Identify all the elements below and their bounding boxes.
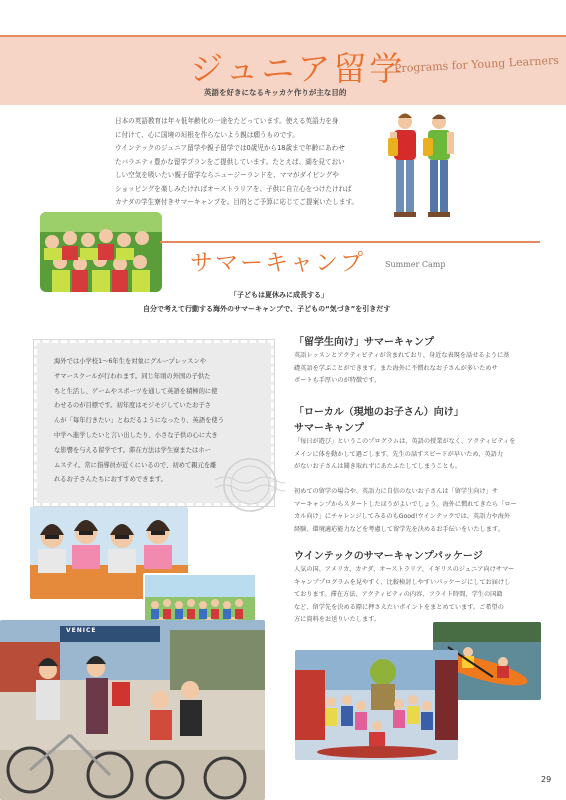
intro-line: 日本の英語教育は年々低年齢化の一途をたどっています。使える英語力を身 (115, 117, 339, 125)
intro-line: ウインテックのジュニア留学や親子留学では0歳児から18歳まで年齢にあわせ (115, 144, 345, 152)
body-line: 礎英語を学ぶことができます。また海外に不慣れなお子さんが多いためサ (294, 364, 498, 372)
intro-text (115, 115, 375, 210)
body-line: など、留学先を決める際に押さえたいポイントをまとめています。ご希望の (294, 603, 504, 611)
stamp-line: 海外では小学校1～6年生を対象にグループレッスンや (54, 358, 207, 365)
campers-photo (40, 212, 162, 292)
stamp-line: サマースクールが行われます。同じ年頃の外国の子供た (54, 372, 211, 380)
stamp-text (54, 355, 250, 488)
stamp-line: んが「毎年行きたい」とねだるようになったり、英語を使う (54, 417, 225, 425)
summer-subtagline: 自分で考えて行動する海外のサマーキャンプで、子どもの“気づき”を引きだす (143, 305, 391, 313)
shrek-photo (295, 650, 458, 760)
body-line: ポートも手厚いのが特徴です。 (294, 377, 381, 384)
summer-title: サマーキャンプ (190, 250, 365, 276)
body-line: 初めての留学の場合や、英語力に自信のないお子さんは「留学生向け」サ (294, 488, 499, 495)
stamp-line: わせるのが目標です。初年度はモジモジしていたお子さ (54, 402, 211, 410)
body-line: メインに体を動かして過ごします。先生の話すスピードが早いため、英語力 (294, 450, 504, 458)
intro-line: ショッピングを楽しみたければオーストラリアを、子供に自立心をつけたければ (115, 184, 352, 193)
section-body-international (294, 350, 538, 388)
body-line: がないお子さんは聞き取れずにあたふたしてしまうことも。 (294, 463, 462, 470)
section-heading-package: ウインテックのサマーキャンプパッケージ (294, 551, 483, 562)
intro-line: カナダの学生寮付きサマーキャンプを。目的とご予算に応じてご提案いたします。 (115, 198, 359, 206)
section-heading-local-2: サマーキャンプ (294, 423, 364, 434)
section-heading-international: 「留学生向け」サマーキャンプ (294, 337, 434, 348)
page-number: 29 (541, 775, 552, 784)
intro-line: しい空気を吸いたい親子留学ならニュージーランドを、ママがダイビングや (115, 171, 339, 179)
body-line: 「毎日が遊び」というこのプログラムは、英語の授業がなく、アクティビティを (294, 438, 516, 445)
page-title-en: Programs for Young Learners (393, 53, 560, 76)
summer-title-en: Summer Camp (385, 260, 446, 269)
body-line: 経験、環境適応能力などを考慮して留学先を決めるお手伝いをいたします。 (294, 525, 504, 533)
intro-line: たバラエティ豊かな留学プランをご提供しています。たとえば、湖を見ておい (115, 157, 345, 166)
body-line: 方に資料をお送りいたします。 (294, 616, 381, 623)
stamp-line: ちと生活し、ゲームやスポーツを通して英語を積極的に使 (54, 387, 218, 395)
stamp-line: な影響を与える留学です。滞在方法は学生寮またはホー (54, 446, 211, 454)
section-body-local-2 (294, 486, 538, 536)
body-line: ております。滞在方法、アクティビティの内容、フライト時間、学生の国籍 (294, 591, 503, 598)
stamp-line: 中学へ進学したいと言い出したり、小さな子供の心に大き (54, 431, 218, 439)
body-line: 英語レッスンとアクティビティが含まれており、身近な表現を話せるように基 (294, 352, 510, 359)
body-line: マーキャンプからスタートしたほうがよいでしょう。海外に慣れてきたら「ロー (294, 500, 517, 508)
body-line: カル向け」にチャレンジしてみるのもGood!ウインテックでは、英語力や海外 (294, 513, 511, 520)
body-line: 人気の国、アメリカ、カナダ、オーストラリア、イギリスのジュニア向けサマー (294, 566, 515, 573)
summer-rule (160, 241, 540, 243)
header-tagline: 英語を好きになるキッカケ作りが主な目的 (204, 88, 347, 97)
section-heading-local: 「ローカル（現地のお子さん）向け」 (294, 407, 464, 418)
page-title: ジュニア留学 (190, 49, 406, 88)
kids-photo (383, 108, 465, 233)
stamp-line: れるお子さんたちにおすすめできます。 (54, 476, 167, 484)
intro-line: に付けて、心に国境の垣根を作らないよう親は願うものです。 (115, 130, 299, 139)
section-body-local (294, 436, 538, 474)
bikes-photo (0, 620, 265, 800)
header-rule (0, 35, 566, 37)
store-sign: VENICE (66, 627, 97, 634)
body-line: キャンププログラムを見やすく、比較検討しやすいパッケージにしてお届けし (294, 578, 511, 586)
stamp-line: ムステイ。常に指導員が近くにいるので、初めて親元を離 (54, 461, 217, 469)
summer-tagline: 「子どもは夏休みに成長する」 (230, 291, 328, 299)
section-body-package (294, 564, 538, 627)
